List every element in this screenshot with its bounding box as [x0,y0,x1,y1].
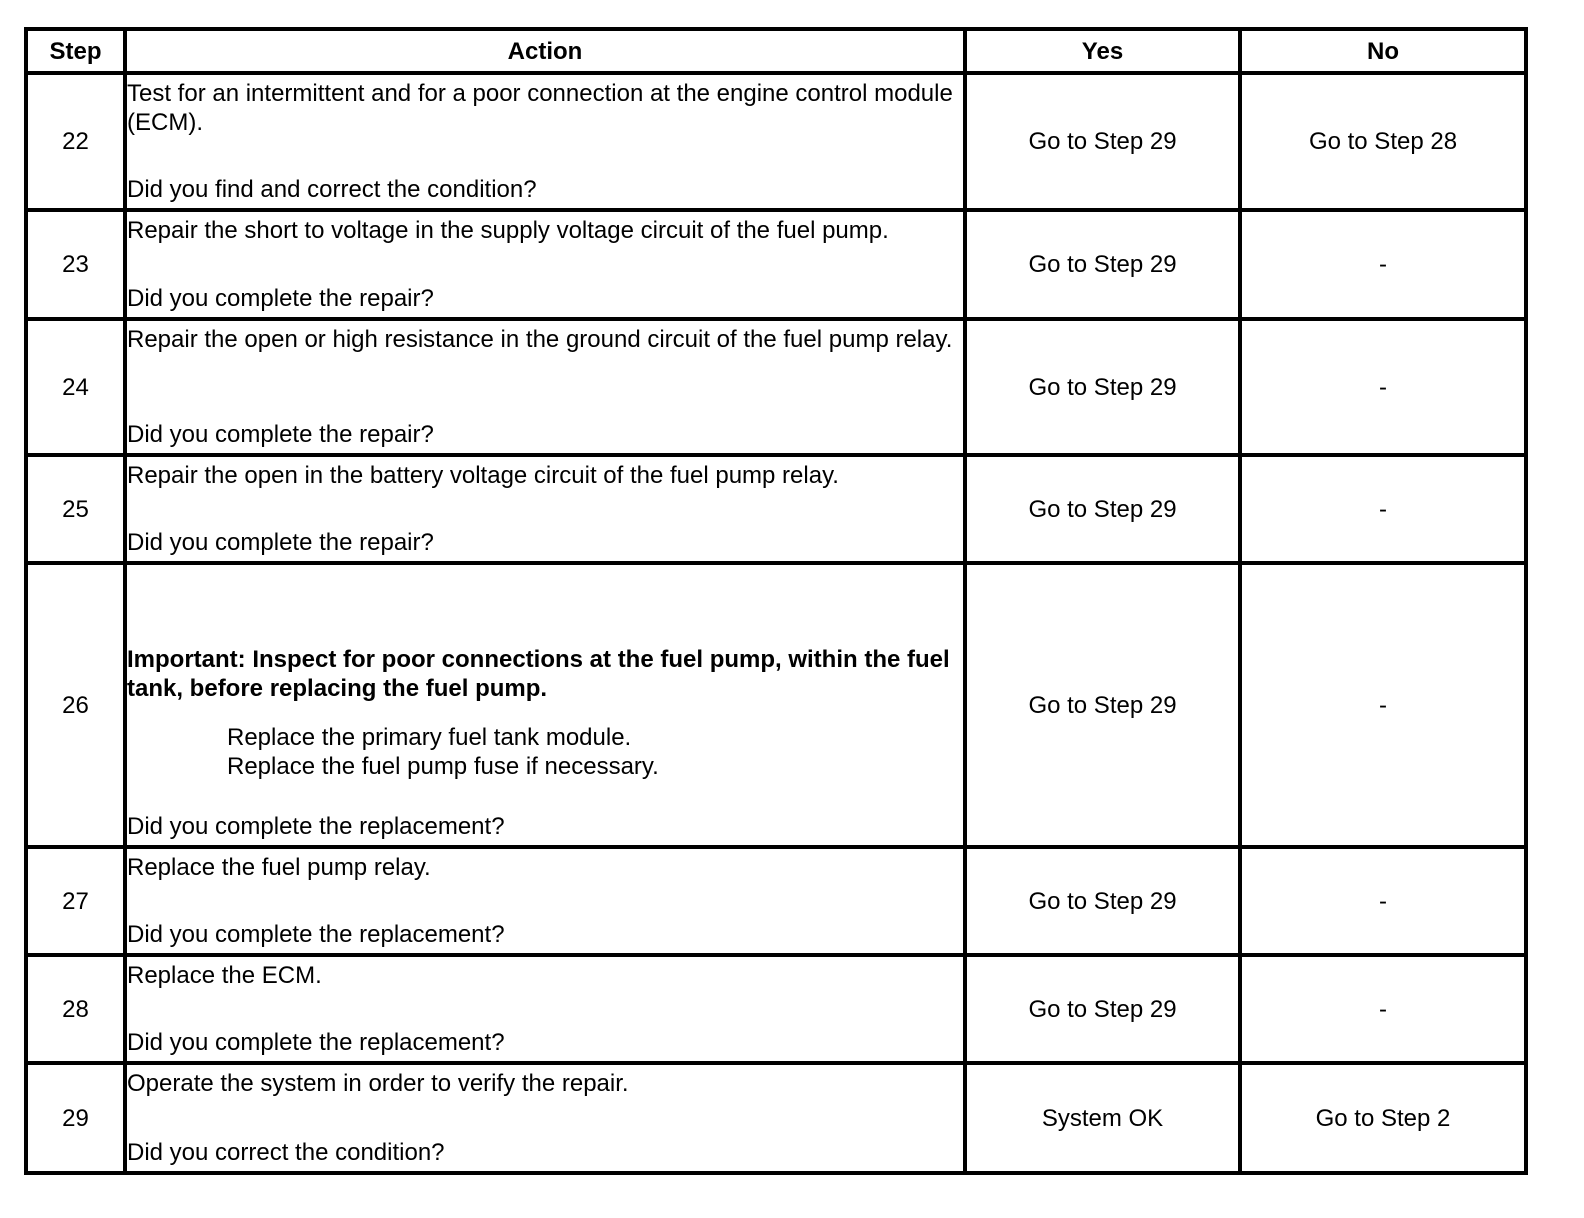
action-instruction: Repair the short to voltage in the supply voltage circuit of the fuel pump. [127,217,889,244]
action-question: Did you complete the replacement? [127,813,505,840]
action-question: Did you complete the repair? [127,285,434,312]
yes-result: System OK [965,1063,1240,1173]
action-instruction: Repair the open or high resistance in the ground circuit of the fuel pump relay. [127,326,953,353]
yes-result: Go to Step 29 [965,563,1240,847]
action-instruction: Repair the open in the battery voltage circuit of the fuel pump relay. [127,462,839,489]
action-cell [125,847,965,955]
yes-result: Go to Step 29 [965,73,1240,210]
table-row [26,563,1526,847]
table-row [26,847,1526,955]
yes-result: Go to Step 29 [965,455,1240,563]
table-row [26,455,1526,563]
no-result: - [1240,455,1526,563]
action-cell [125,455,965,563]
no-result: Go to Step 2 [1240,1063,1526,1173]
important-note: Important: Inspect for poor connections at the fuel pump, within the fuel tank, before replacing the fuel pump. [127,646,950,702]
no-result: Go to Step 28 [1240,73,1526,210]
header-step: Step [26,29,125,73]
yes-result: Go to Step 29 [965,847,1240,955]
no-result: - [1240,847,1526,955]
action-cell [125,1063,965,1173]
table-row [26,73,1526,210]
action-cell [125,210,965,319]
action-instruction: Replace the fuel pump relay. [127,854,431,881]
yes-result: Go to Step 29 [965,319,1240,455]
action-question: Did you complete the repair? [127,529,434,556]
step-number: 29 [26,1063,125,1173]
step-number: 22 [26,73,125,210]
no-result: - [1240,563,1526,847]
action-instruction: Replace the ECM. [127,962,322,989]
yes-result: Go to Step 29 [965,955,1240,1063]
step-number: 27 [26,847,125,955]
no-result: - [1240,319,1526,455]
action-question: Did you complete the repair? [127,421,434,448]
step-number: 25 [26,455,125,563]
action-cell [125,563,965,847]
table-row [26,319,1526,455]
action-instruction: Operate the system in order to verify the repair. [127,1070,629,1097]
sub-step: Replace the primary fuel tank module. [227,724,632,751]
header-no: No [1240,29,1526,73]
no-result: - [1240,955,1526,1063]
action-question: Did you complete the replacement? [127,1029,505,1056]
action-cell [125,73,965,210]
sub-step: Replace the fuel pump fuse if necessary. [227,753,659,780]
step-number: 28 [26,955,125,1063]
yes-result: Go to Step 29 [965,210,1240,319]
action-cell [125,319,965,455]
table-row [26,955,1526,1063]
action-question: Did you correct the condition? [127,1139,445,1166]
header-row [26,29,1526,73]
step-number: 23 [26,210,125,319]
action-cell [125,955,965,1063]
step-number: 24 [26,319,125,455]
diagnostic-table [24,27,1528,1175]
step-number: 26 [26,563,125,847]
action-question: Did you find and correct the condition? [127,176,537,203]
action-question: Did you complete the replacement? [127,921,505,948]
action-instruction: Test for an intermittent and for a poor connection at the engine control module (ECM). [127,80,953,136]
header-yes: Yes [965,29,1240,73]
table-row [26,1063,1526,1173]
table-row [26,210,1526,319]
no-result: - [1240,210,1526,319]
header-action: Action [125,29,965,73]
